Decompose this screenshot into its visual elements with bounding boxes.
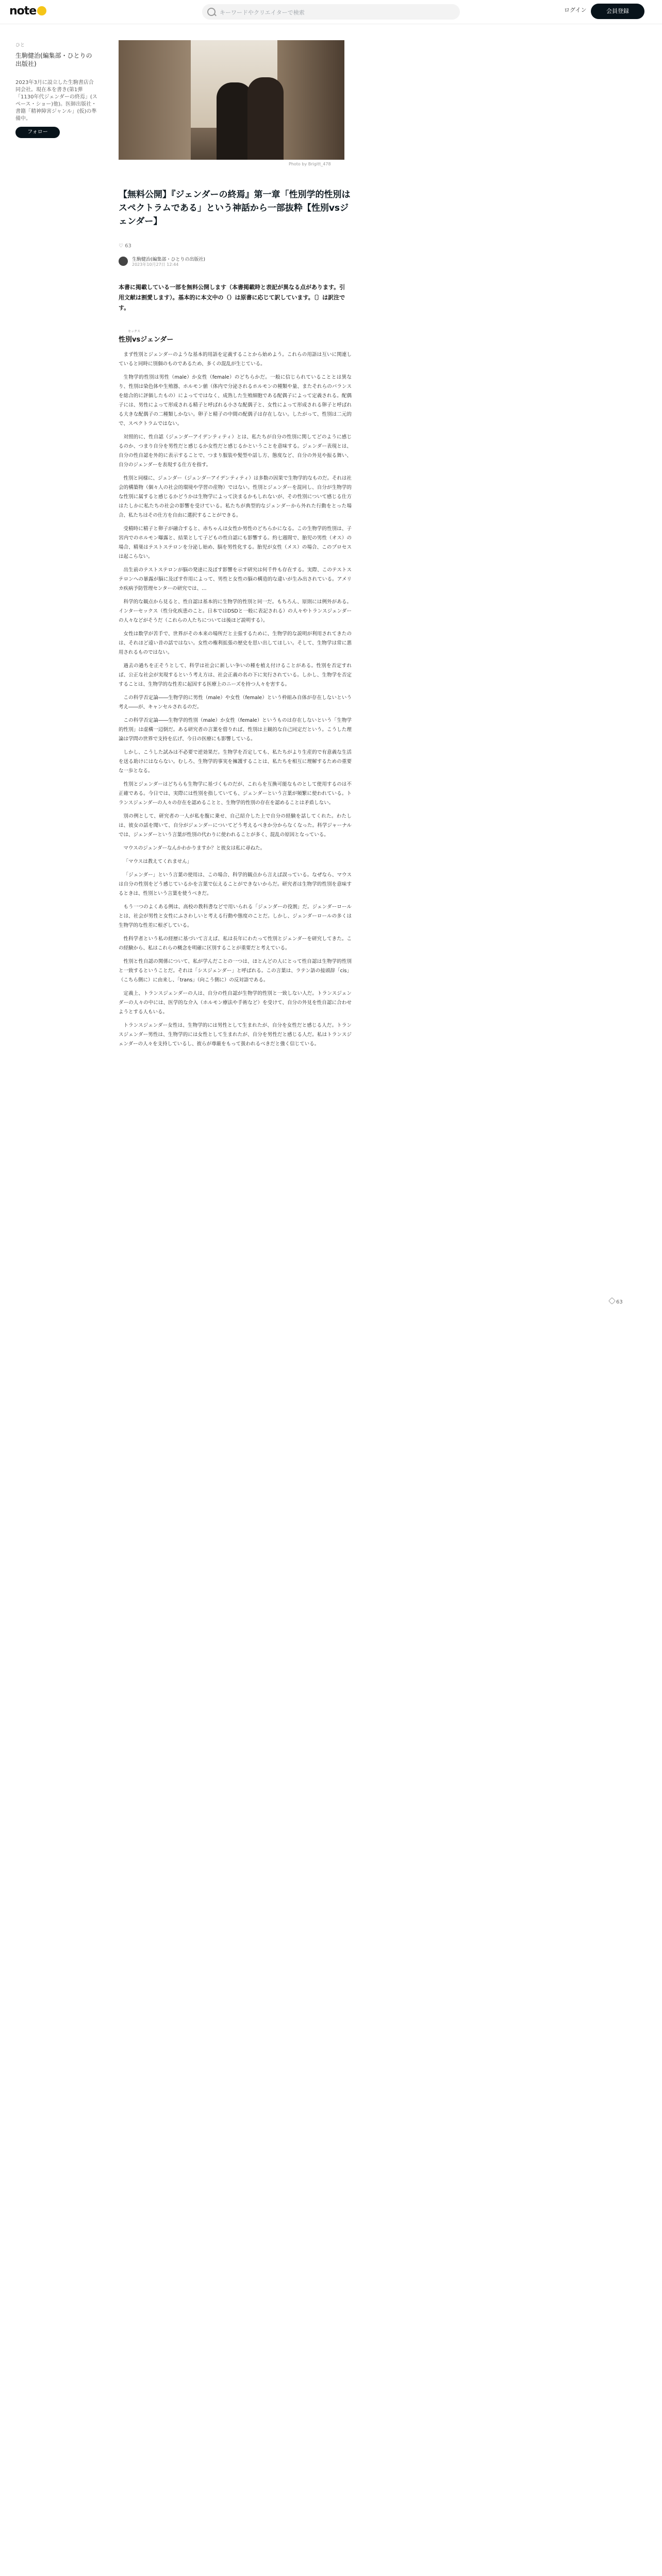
heart-icon xyxy=(608,1297,616,1304)
author-name[interactable]: 生駒健治(編集部・ひとりの出版社) xyxy=(132,257,206,262)
hero-wall-left xyxy=(119,40,191,160)
login-link[interactable]: ログイン xyxy=(564,7,587,13)
article-body xyxy=(119,350,352,2576)
search-bar[interactable] xyxy=(202,4,460,20)
follow-button[interactable]: フォロー xyxy=(15,127,60,138)
body-paragraph: 生物学的性別は男性（male）か女性（female）のどちらかだ。一般に信じられていることとは異なり、性別は染色体や生殖器、ホルモン値（体内で分泌されるホルモンの種類や量、またそれらのバランスを総合的に評価したもの）によってではなく、成熟した生殖細胞である配偶子によって定義される。配偶子には、男性によって形成される精子と呼ばれる小さな配偶子と、女性によって形成される卵子と呼ばれる大きな配偶子の二種類しかない。卵子と精子の中間の配偶子は存在しない。したがって、性別は二元的で、スペクトラムではない。 xyxy=(119,375,352,427)
like-count-value: 63 xyxy=(125,243,131,249)
body-paragraph: 受精時に精子と卵子が融合すると、赤ちゃんは女性か男性のどちらかになる。この生物学的性別は、子宮内でのホルモン曝露と、結果として子どもの性自認にも影響する。約七週間で、胎児の男性（オス）の場合、精巣はテストステロンを分泌し始め、脳を男性化する。胎児が女性（メス）の場合、このプロセスは起こらない。 xyxy=(119,526,352,560)
body-paragraph: 対照的に、性自認（ジェンダーアイデンティティ）とは、私たちが自分の性別に関してどのように感じるのか、つまり自分を男性だと感じるか女性だと感じるかということを意味する。ジェンダー表現とは、自分の性自認を外的に表示することで、つまり服装や髪型や話し方、態度など、自分の外見や振る舞い、自分のジェンダーを表現する仕方を指す。 xyxy=(119,434,352,468)
body-paragraph: 「ジェンダー」という言葉の使用は、この場合、科学的観点から言えば誤っている。なぜなら、マウスは自分の性別をどう感じているかを言葉で伝えることができないからだ。研究者は生物学的性別を意味するときは、性別という言葉を使うべきだ。 xyxy=(119,872,352,896)
profile-name[interactable]: 生駒健治(編集部・ひとりの出版社) xyxy=(15,52,92,67)
body-paragraph: まず性別とジェンダーのような基本的用語を定義することから始めよう。これらの用語は互いに関連していると同時に別個のものであるため、多くの混乱が生じている。 xyxy=(119,352,352,367)
body-paragraph: 「マウスは教えてくれません」 xyxy=(123,859,192,865)
like-count[interactable]: ♡ 63 xyxy=(119,243,131,249)
article-title: 【無料公開】『ジェンダーの終焉』第一章「性別学的性別はスペクトラムである」という神話から一部抜粋【性別vsジェンダー】 xyxy=(119,190,351,227)
body-paragraph: しかし、こうした試みは不必要で逆効果だ。生物学を否定しても、私たちがより生産的で有意義な生活を送る助けにはならない。むしろ、生物学的事実を擁護することは、私たちを相互に理解するための重要な一歩となる。 xyxy=(119,750,352,774)
body-paragraph: 過去の過ちを正そうとして、科学は社会に新しい争いの種を植え付けることがある。性別を否定すれば、公正な社会が実現するという考え方は、社会正義の名の下に実行されている。しかし、生物学を否定することは、生物学的な性差に起因する医療上のニーズを持つ人々を害する。 xyxy=(119,663,352,687)
search-placeholder: キーワードやクリエイターで検索 xyxy=(220,9,305,16)
floating-like[interactable] xyxy=(609,1298,640,1309)
profile-avatar[interactable]: ひと xyxy=(15,43,25,48)
hero-image xyxy=(119,40,344,160)
body-paragraph: もう一つのよくある例は、高校の教科書などで用いられる「ジェンダーの役割」だ。ジェンダーロールとは、社会が男性と女性にふさわしいと考える行動や態度のことだ。しかし、ジェンダーロールの多くは生物学的な性差に根ざしている。 xyxy=(119,904,352,928)
floating-like-count: 63 xyxy=(616,1299,623,1305)
hero-wall-right xyxy=(277,40,344,160)
body-paragraph: マウスのジェンダーなんかわかりますか？と彼女は私に尋ねた。 xyxy=(123,845,266,851)
photo-credit[interactable]: Photo by Brigitt_478 xyxy=(289,162,331,166)
body-paragraph: トランスジェンダー女性は、生物学的には男性として生まれたが、自分を女性だと感じる人だ。トランスジェンダー男性は、生物学的には女性として生まれたが、自分を男性だと感じる人だ。私はトランスジェンダーの人々を支持しているし、彼らが尊厳をもって扱われるべきだと強く信じている。 xyxy=(119,1023,352,1047)
publish-date: 2023年10月27日 12:44 xyxy=(132,262,179,267)
body-paragraph: 定義上、トランスジェンダーの人は、自分の性自認が生物学的性別と一致しない人だ。トランスジェンダーの人々の中には、医学的な介入（ホルモン療法や手術など）を受けて、自分の外見を性自認に合わせようとする人もいる。 xyxy=(119,991,352,1015)
section-heading xyxy=(119,330,174,344)
body-paragraph: 女性は数学が苦手で、世界がその本来の場所だと主張するために、生物学的な説明が利用されてきたのは、それほど遠い昔の話ではない。女性の権利拡張の歴史を思い出してほしい。そして、生物学は常に悪用されるものではない。 xyxy=(119,631,352,655)
hero-person xyxy=(247,77,284,160)
logo-text: note xyxy=(9,5,37,18)
section-ruby: セックス xyxy=(128,330,140,333)
body-paragraph: 出生前のテストステロンが脳の発達に及ぼす影響を示す研究は何千件も存在する。実際、このテストステロンへの暴露が脳に及ぼす作用によって、男性と女性の脳の構造的な違いが生み出されている。アメリカ疾病予防管理センターの研究では、… xyxy=(119,567,352,591)
logo-face-icon xyxy=(37,6,46,15)
search-icon xyxy=(207,8,216,16)
body-paragraph: 性別と性自認の関係について、私が学んだことの一つは、ほとんどの人にとって性自認は生物学的性別と一致するということだ。それは「シスジェンダー」と呼ばれる。この言葉は、ラテン語の接頭辞「cis」（こちら側に）に由来し、「trans」（向こう側に）の反対語である。 xyxy=(119,959,352,983)
body-paragraph: この科学否定論――生物学的性別（male）か女性（female）というものは存在しないという「生物学的性別」は虚構一辺倒だ。ある研究者の言葉を借りれば、性別は主観的な自己同定だという。こうした理論は学問の世界で支持を広げ、今日の医療にも影響している。 xyxy=(119,718,352,742)
body-paragraph: この科学否定論――生物学的に男性（male）や女性（female）という枠組み自体が存在しないという考え――が、キャンセルされるのだ。 xyxy=(119,695,352,710)
body-paragraph: 別の例として、研究者の一人が私を腹に乗せ、自己紹介した上で自分の経験を話してくれた。わたしは、彼女の話を聞いて、自分がジェンダーについてどう考えるべきか分からなくなった。科学ジャーナルでは、ジェンダーという言葉が性別の代わりに使われることが多く、混乱の原因となっている。 xyxy=(119,814,352,838)
profile-bio: 2023年3月に設立した生駒書店合同会社。現在本を書き(第1弾「1130年代ジェンダーの終焉」(スペース・ショー)他)。医師出版社・書籍「精神障害ジャンル」(仮)の準備中。 xyxy=(15,80,97,122)
signup-button[interactable]: 会員登録 xyxy=(591,4,644,19)
article-notice: 本書に掲載している一部を無料公開します（本書掲載時と表記が異なる点があります。引用文献は割愛します）。基本的に本文中の（）は原書に応じて訳しています。〔〕は訳注です。 xyxy=(119,284,345,311)
note-logo[interactable] xyxy=(9,5,46,18)
body-paragraph: 性別と同様に、ジェンダー（ジェンダーアイデンティティ）は多数の因果で生物学的なものだ。それは社会的構築物（個々人の社会的環境や学習の産物）ではない。性別とジェンダーを混同し、自分が生物学的な性別に属すると感じるかどうかは生物学によって決まるかもしれないが、その性別について感じる仕方はたしかに私たちの社会の影響を受けている。私たちが典型的なジェンダーから外れた行動をとった場合、私たちはその仕方を自由に選択することができる。 xyxy=(119,476,352,518)
site-header xyxy=(0,0,662,24)
section-title: 性別vsジェンダー xyxy=(119,336,174,344)
body-paragraph: 性科学者という私の経歴に基づいて言えば、私は長年にわたって性別とジェンダーを研究してきた。この経験から、私はこれらの概念を明確に区別することが重要だと考えている。 xyxy=(119,936,352,951)
body-paragraph: 性別とジェンダーはどちらも生物学に基づくものだが、これらを互換可能なものとして使用するのは不正確である。今日では、実際には性別を指していても、ジェンダーという言葉が頻繁に使われている。トランスジェンダーの人々の存在を認めることと、生物学的性別の存在を認めることは矛盾しない。 xyxy=(119,782,352,806)
body-paragraph: 科学的な観点から見ると、性自認は基本的に生物学的性別と同一だ。もちろん、原則には例外がある。インターセックス（性分化疾患のこと。日本ではDSDと一般に表記される）の人々やトランスジェンダーの人々などがそうだ（これらの人たちについては後ほど説明する）。 xyxy=(119,599,352,623)
author-avatar[interactable] xyxy=(119,257,128,266)
